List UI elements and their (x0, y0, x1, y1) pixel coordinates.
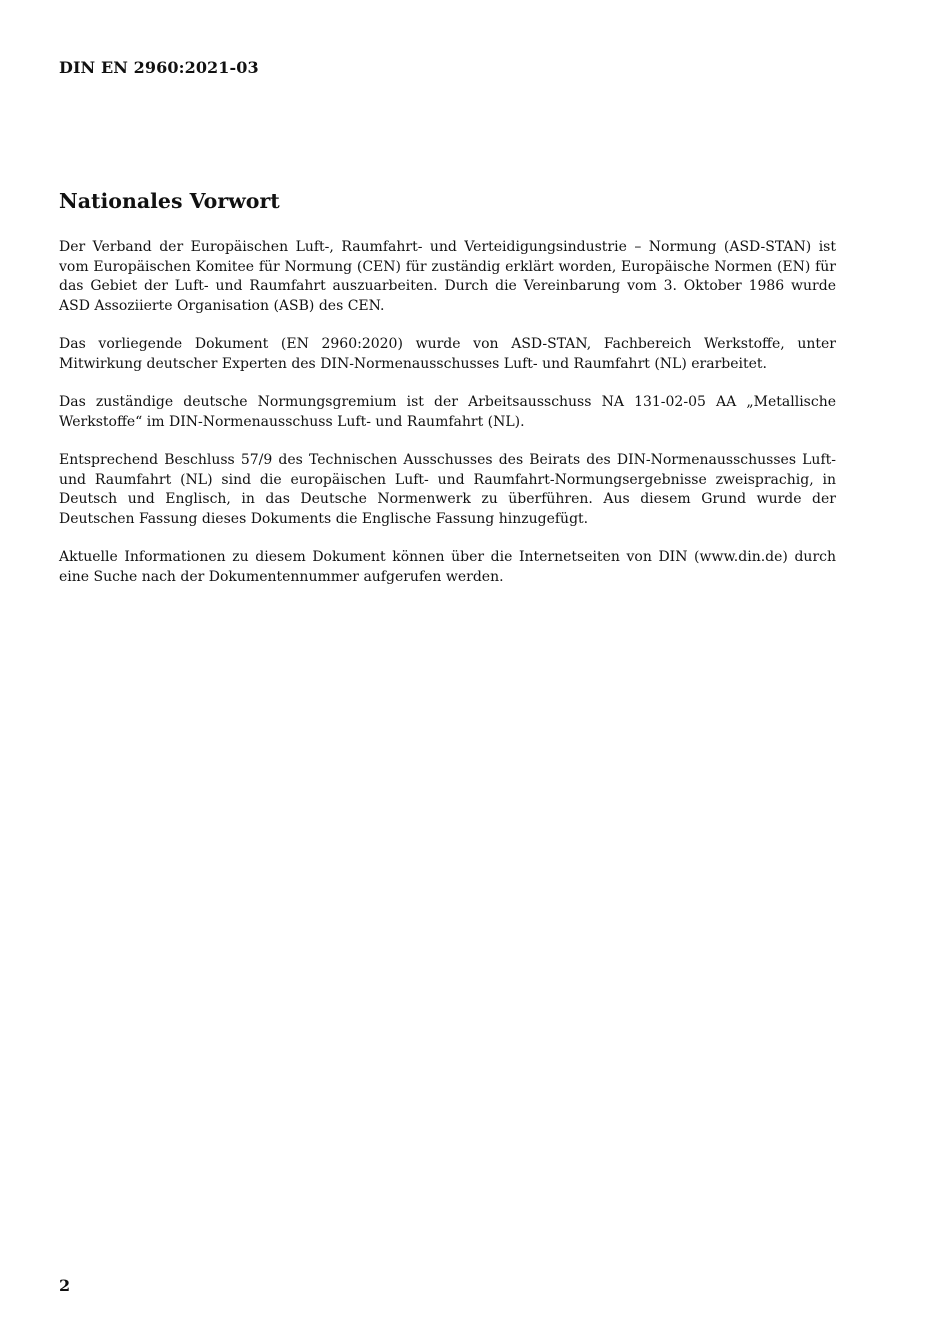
paragraph-document-origin: Das vorliegende Dokument (EN 2960:2020) wurde von ASD-STAN, Fachbereich Werkstoffe, unter Mitwirkung deutscher Experten des DIN-Normenausschusses Luft- und Raumfahrt (NL) erarbeitet. (59, 336, 836, 372)
foreword-body (59, 238, 836, 606)
page-number: 2 (59, 1276, 71, 1295)
section-title: Nationales Vorwort (59, 189, 280, 213)
paragraph-committee: Das zuständige deutsche Normungsgremium ist der Arbeitsausschuss NA 131-02-05 AA „Metallische Werkstoffe“ im DIN-Normenausschuss Luft- und Raumfahrt (NL). (59, 394, 836, 430)
paragraph-bilingual: Entsprechend Beschluss 57/9 des Technischen Ausschusses des Beirats des DIN-Normenausschusses Luft- und Raumfahrt (NL) sind die europäischen Luft- und Raumfahrt-Normungsergebnisse zweisprachig, in Deutsch und Englisch, in das Deutsche Normenwerk zu überführen. Aus diesem Grund wurde der Deutschen Fassung dieses Dokuments die Englische Fassung hinzugefügt. (59, 452, 836, 527)
paragraph-information: Aktuelle Informationen zu diesem Dokument können über die Internetseiten von DIN (www.din.de) durch eine Suche nach der Dokumentennummer aufgerufen werden. (59, 549, 836, 585)
paragraph-asd-stan: Der Verband der Europäischen Luft-, Raumfahrt- und Verteidigungsindustrie – Normung (ASD-STAN) ist vom Europäischen Komitee für Normung (CEN) für zuständig erklärt worden, Europäische Normen (EN) für das Gebiet der Luft- und Raumfahrt auszuarbeiten. Durch die Vereinbarung vom 3. Oktober 1986 wurde ASD Assoziierte Organisation (ASB) des CEN. (59, 239, 836, 314)
document-id-header: DIN EN 2960:2021-03 (59, 58, 259, 77)
